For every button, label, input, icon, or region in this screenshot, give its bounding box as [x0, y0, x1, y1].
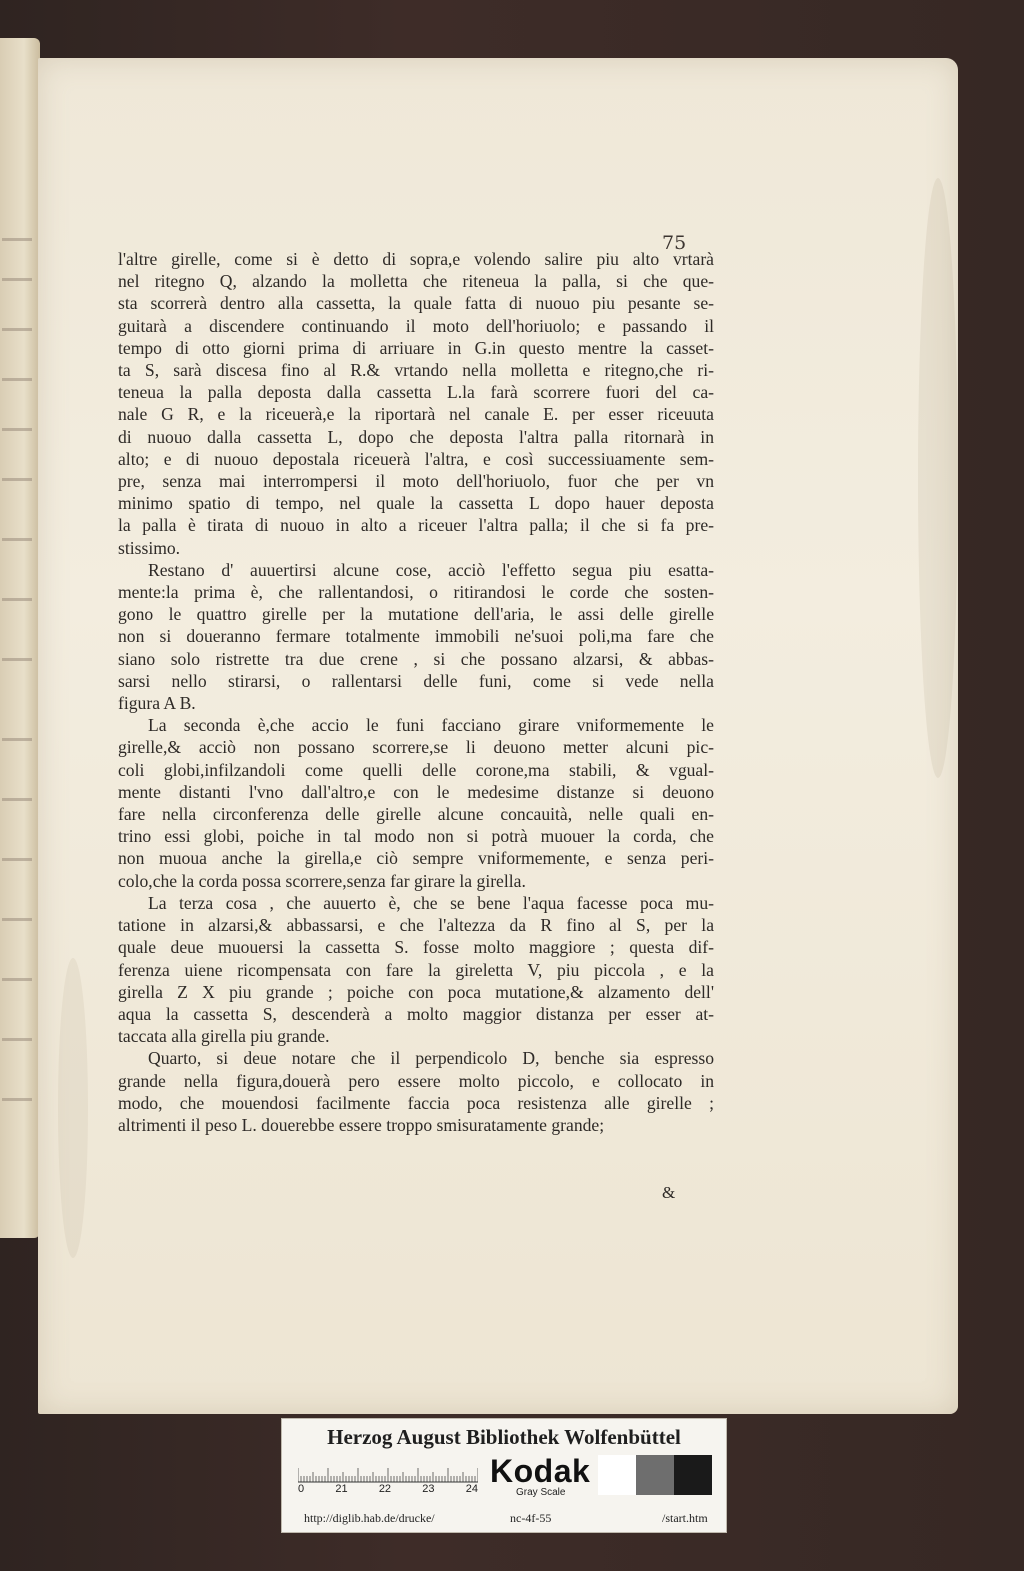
text-line: tempo di otto giorni prima di arriuare in G.in questo mentre la casset-	[118, 337, 714, 358]
facing-text-fragment	[2, 378, 32, 381]
text-line: sarsi nello stirarsi, o rallentarsi delle funi, come si vede nella	[118, 670, 714, 691]
text-line: mente distanti l'vno dall'altro,e con le medesime distanze si deuono	[118, 781, 714, 802]
text-line: l'altre girelle, come si è detto di sopra,e volendo salire piu alto vrtarà	[118, 249, 714, 269]
paragraph	[118, 714, 714, 892]
text-line: La seconda è,che accio le funi facciano girare vniformemente le	[148, 715, 714, 736]
text-line: nale G R, e la riceuerà,e la riportarà nel canale E. per esser riceuuta	[118, 404, 714, 425]
text-line: girella Z X piu grande ; poiche con poca mutatione,& alzamento dell'	[118, 981, 714, 1002]
facing-text-fragment	[2, 658, 32, 661]
ruler-scale	[298, 1457, 478, 1483]
facing-text-fragment	[2, 478, 32, 481]
paragraph	[118, 892, 714, 1047]
text-line: nel ritegno Q, alzando la molletta che riteneua la palla, si che que-	[118, 271, 714, 292]
text-line: teneua la palla deposta dalla cassetta L.la farà scorrere fuori del ca-	[118, 382, 714, 403]
text-line: modo, che mouendosi facilmente faccia poca resistenza alle girelle ;	[118, 1092, 714, 1113]
facing-page-edge	[0, 38, 40, 1238]
start-link-text: /start.htm	[662, 1511, 708, 1525]
paragraph	[118, 1047, 714, 1136]
ruler-number: 21	[335, 1483, 348, 1495]
text-line: stissimo.	[118, 537, 181, 558]
text-line: di nuouo dalla cassetta L, dopo che deposta l'altra palla ritornarà in	[118, 426, 714, 447]
page-stain	[58, 958, 88, 1258]
shelfmark: nc-4f-55	[510, 1511, 552, 1525]
facing-text-fragment	[2, 798, 32, 801]
facing-text-fragment	[2, 598, 32, 601]
facing-text-fragment	[2, 428, 32, 431]
gray-patch-black	[674, 1455, 712, 1495]
ruler-number: 24	[465, 1483, 478, 1495]
text-line: la palla è tirata di nuouo in alto a riceuer l'altra palla; il che si fa pre-	[118, 515, 714, 536]
text-line: trino essi globi, poiche in tal modo non si potrà muouer la corda, che	[118, 826, 714, 847]
text-line: Quarto, si deue notare che il perpendicolo D, benche sia espresso	[148, 1048, 714, 1069]
facing-text-fragment	[2, 538, 32, 541]
text-line: non si doueranno fermare totalmente immobili ne'suoi poli,ma fare che	[118, 626, 714, 647]
text-line: grande nella figura,douerà pero essere molto piccolo, e collocato in	[118, 1070, 714, 1091]
gray-patches	[598, 1455, 712, 1495]
gray-patch-mid	[636, 1455, 674, 1495]
facing-text-fragment	[2, 1098, 32, 1101]
text-line: minimo spatio di tempo, nel quale la cassetta L dopo hauer deposta	[118, 493, 714, 514]
text-line: coli globi,infilzandoli come quelli delle corone,ma stabili, & vgual-	[118, 759, 714, 780]
text-line: tatione in alzarsi,& abbassarsi, e che l'altezza da R fino al S, per la	[118, 915, 714, 936]
facing-text-fragment	[2, 1038, 32, 1041]
text-line: pre, senza mai interrompersi il moto dell'horiuolo, fuor che per vn	[118, 471, 714, 492]
text-line: quale deue muouersi la cassetta S. fosse molto maggiore ; questa dif-	[118, 937, 714, 958]
text-line: colo,che la corda possa scorrere,senza far girare la girella.	[118, 870, 526, 891]
facing-text-fragment	[2, 918, 32, 921]
text-line: taccata alla girella piu grande.	[118, 1026, 330, 1047]
text-line: figura A B.	[118, 693, 196, 714]
library-name: Herzog August Bibliothek Wolfenbüttel	[327, 1425, 681, 1449]
ruler-number: 23	[422, 1483, 435, 1495]
page-number: 75	[662, 232, 687, 254]
gray-patch-white	[598, 1455, 636, 1495]
paragraph	[118, 248, 714, 559]
kodak-logo: Kodak	[490, 1453, 591, 1489]
text-line: siano solo ristrette tra due crene , si che possano alzarsi, & abbas-	[118, 648, 714, 669]
catchword: &	[662, 1183, 676, 1202]
ruler-number: 0	[298, 1483, 305, 1495]
text-line: non muoua anche la girella,e ciò sempre vniformemente, e senza peri-	[118, 848, 714, 869]
text-line: La terza cosa , che auuerto è, che se bene l'aqua facesse poca mu-	[148, 892, 714, 913]
text-line: fare nella circonferenza delle girelle alcune concauità, nelle quali en-	[118, 804, 714, 825]
text-line: Restano d' auuertirsi alcune cose, acciò l'effetto segua piu esatta-	[148, 559, 714, 580]
facing-text-fragment	[2, 328, 32, 331]
text-line: gono le quattro girelle per la mutatione dell'aria, le assi delle girelle	[118, 604, 714, 625]
library-url: http://diglib.hab.de/drucke/	[304, 1511, 435, 1525]
library-color-label	[281, 1418, 727, 1533]
text-line: mente:la prima è, che rallentandosi, o ritirandosi le corde che sosten-	[118, 582, 714, 603]
text-line: girelle,& acciò non possano scorrere,se li deuono metter alcuni pic-	[118, 737, 714, 758]
facing-text-fragment	[2, 278, 32, 281]
text-line: aqua la cassetta S, descenderà a molto maggior distanza per esser at-	[118, 1003, 714, 1024]
facing-text-fragment	[2, 858, 32, 861]
text-line: sta scorrerà dentro alla cassetta, la quale fatta di nuouo piu pesante se-	[118, 293, 714, 314]
text-line: altrimenti il peso L. douerebbe essere troppo smisuratamente grande;	[118, 1114, 605, 1135]
text-line: ta S, sarà discesa fino al R.& vrtando nella molletta e ritegno,che ri-	[118, 360, 714, 381]
gray-scale-label: Gray Scale	[516, 1487, 566, 1498]
paragraph	[118, 559, 714, 714]
ruler-numbers	[298, 1483, 478, 1495]
page-stain	[918, 178, 958, 778]
text-line: alto; e di nuouo depostala riceuerà l'altra, e così successiuamente sem-	[118, 448, 714, 469]
text-line: guitarà a discendere continuando il moto dell'horiuolo; e passando il	[118, 315, 714, 336]
ruler-number: 22	[378, 1483, 392, 1495]
body-text	[118, 248, 714, 1136]
text-line: ferenza uiene ricompensata con fare la gireletta V, piu piccola , e la	[118, 959, 714, 980]
facing-text-fragment	[2, 978, 32, 981]
facing-text-fragment	[2, 738, 32, 741]
facing-text-fragment	[2, 238, 32, 241]
